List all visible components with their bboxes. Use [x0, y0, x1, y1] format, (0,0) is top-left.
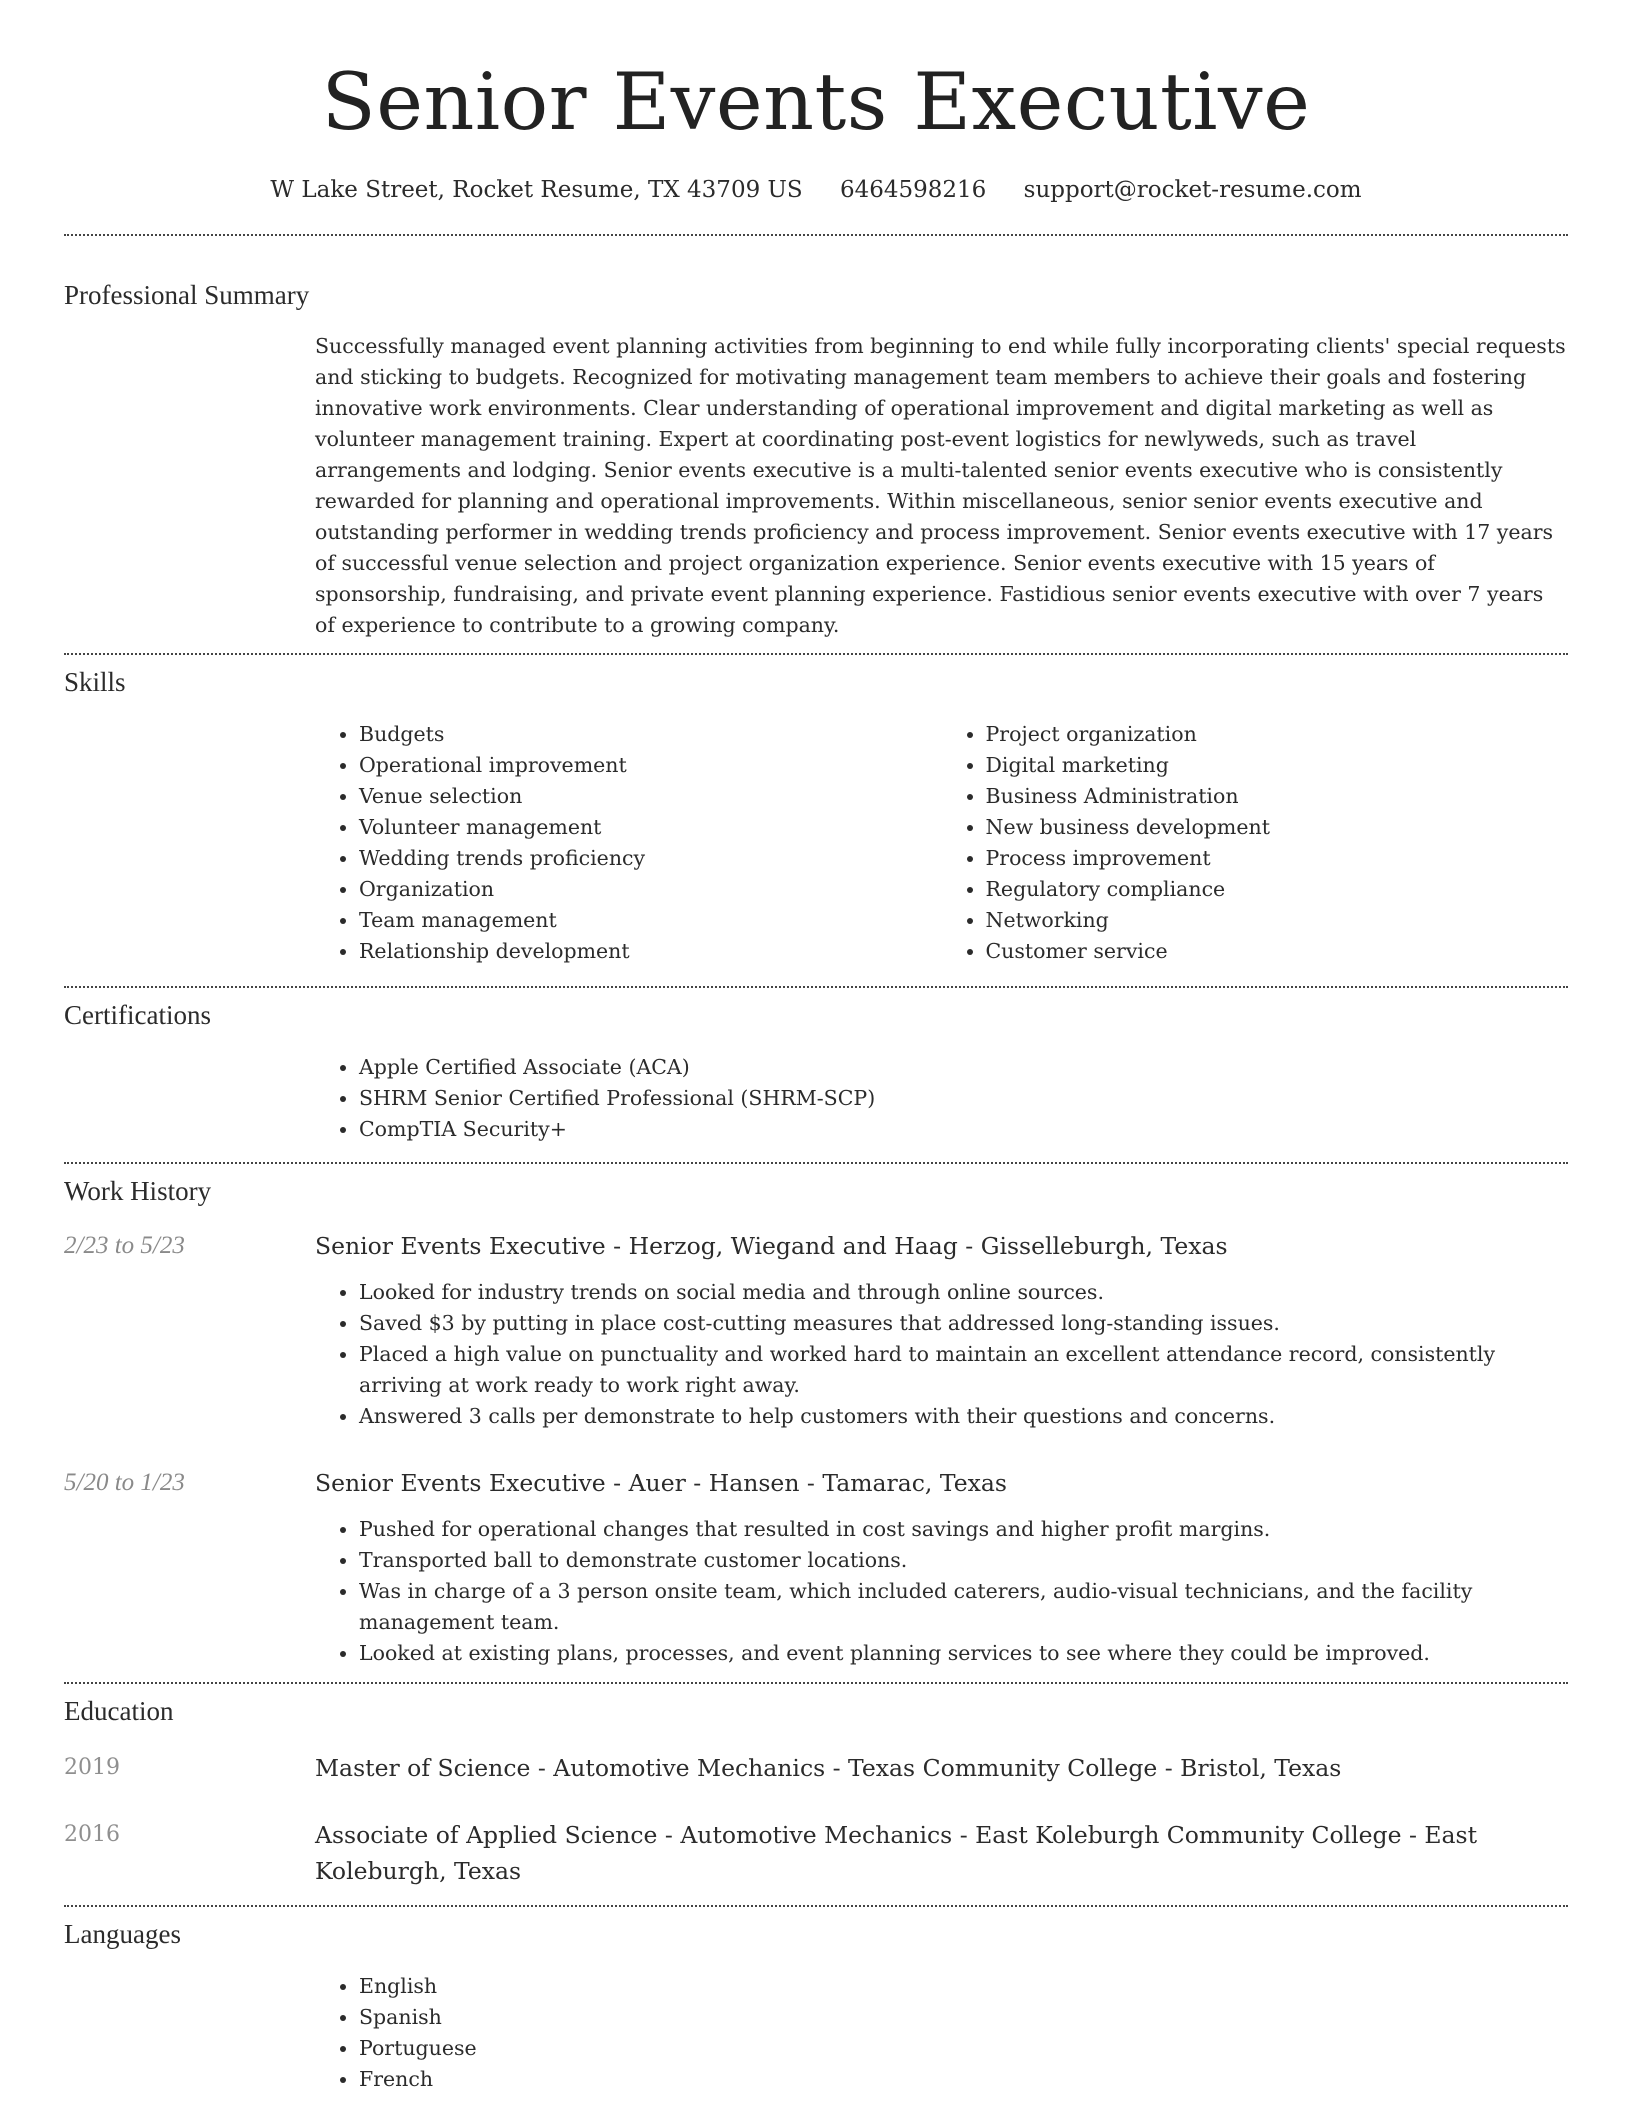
contact-line	[64, 172, 1568, 208]
contact-email: support@rocket-resume.com	[1023, 177, 1362, 203]
job-bullet: • Was in charge of a 3 person onsite team, which included caterers, audio-visual technicians, and the facility management team.	[359, 1576, 1568, 1638]
skill-item: • Organization	[359, 874, 942, 905]
work-entry	[64, 1465, 1568, 1669]
certification-item: • CompTIA Security+	[359, 1114, 1568, 1145]
resume-header	[64, 0, 1568, 208]
education-section	[64, 1684, 1568, 1889]
job-bullet: • Transported ball to demonstrate customer locations.	[359, 1545, 1568, 1576]
job-bullets	[315, 1277, 1568, 1432]
education-heading: Associate of Applied Science - Automotive Mechanics - East Koleburgh Community College - East Koleburgh, Texas	[315, 1821, 1478, 1885]
skills-title: Skills	[64, 667, 126, 697]
skill-item: • Project organization	[986, 719, 1569, 750]
skill-item: • Wedding trends proficiency	[359, 843, 942, 874]
languages-body	[315, 1971, 1568, 2095]
skill-item: • Volunteer management	[359, 812, 942, 843]
candidate-name: Senior Events Executive	[321, 56, 1311, 148]
job-bullet: • Saved $3 by putting in place cost-cutting measures that addressed long-standing issues.	[359, 1308, 1568, 1339]
education-entry-main	[315, 1817, 1568, 1889]
certification-item: • SHRM Senior Certified Professional (SHRM-SCP)	[359, 1083, 1568, 1114]
job-bullet: • Looked at existing plans, processes, and event planning services to see where they could be improved.	[359, 1638, 1568, 1669]
contact-phone: 6464598216	[839, 177, 987, 203]
skills-section	[64, 655, 1568, 967]
language-item: • English	[359, 1971, 1568, 2002]
language-item: • Portuguese	[359, 2033, 1568, 2064]
education-entry	[64, 1817, 1568, 1889]
education-year: 2019	[64, 1755, 120, 1780]
work-entry-main	[315, 1228, 1568, 1432]
education-entry	[64, 1750, 1568, 1786]
languages-section	[64, 1907, 1568, 2095]
language-item: • French	[359, 2064, 1568, 2095]
work-dates: 2/23 to 5/23	[64, 1232, 185, 1259]
job-bullet: • Answered 3 calls per demonstrate to help customers with their questions and concerns.	[359, 1401, 1568, 1432]
skill-item: • Regulatory compliance	[986, 874, 1569, 905]
language-item: • Spanish	[359, 2002, 1568, 2033]
job-bullet: • Placed a high value on punctuality and worked hard to maintain an excellent attendance record, consistently arriving at work ready to work right away.	[359, 1339, 1568, 1401]
job-bullets	[315, 1514, 1568, 1669]
skills-list-left	[315, 719, 942, 967]
education-entry-main	[315, 1750, 1568, 1786]
skills-grid	[315, 719, 1568, 967]
education-year: 2016	[64, 1822, 120, 1847]
skill-item: • Venue selection	[359, 781, 942, 812]
skill-item: • Process improvement	[986, 843, 1569, 874]
certifications-list	[315, 1052, 1568, 1145]
languages-list	[315, 1971, 1568, 2095]
skill-item: • New business development	[986, 812, 1569, 843]
skill-item: • Budgets	[359, 719, 942, 750]
languages-title: Languages	[64, 1919, 181, 1949]
skill-item: • Operational improvement	[359, 750, 942, 781]
job-heading: Senior Events Executive - Auer - Hansen - Tamarac, Texas	[315, 1469, 1007, 1497]
certifications-section	[64, 988, 1568, 1145]
skill-item: • Relationship development	[359, 936, 942, 967]
job-heading: Senior Events Executive - Herzog, Wiegand and Haag - Gisselleburgh, Texas	[315, 1232, 1228, 1260]
work-section	[64, 1164, 1568, 1669]
education-title: Education	[64, 1696, 174, 1726]
skill-item: • Customer service	[986, 936, 1569, 967]
education-heading: Master of Science - Automotive Mechanics - Texas Community College - Bristol, Texas	[315, 1754, 1342, 1782]
job-bullet: • Looked for industry trends on social media and through online sources.	[359, 1277, 1568, 1308]
job-bullet: • Pushed for operational changes that resulted in cost savings and higher profit margins.	[359, 1514, 1568, 1545]
skill-item: • Networking	[986, 905, 1569, 936]
summary-section	[64, 236, 1568, 641]
certifications-body	[315, 1052, 1568, 1145]
resume-page	[64, 0, 1568, 2095]
work-dates: 5/20 to 1/23	[64, 1469, 185, 1496]
skill-item: • Team management	[359, 905, 942, 936]
skill-item: • Digital marketing	[986, 750, 1569, 781]
contact-address: W Lake Street, Rocket Resume, TX 43709 US	[270, 177, 803, 203]
work-entry-main	[315, 1465, 1568, 1669]
skills-list-right	[942, 719, 1569, 967]
summary-title: Professional Summary	[64, 280, 310, 310]
certification-item: • Apple Certified Associate (ACA)	[359, 1052, 1568, 1083]
certifications-title: Certifications	[64, 1000, 211, 1030]
work-entry	[64, 1228, 1568, 1432]
summary-text: Successfully managed event planning activities from beginning to end while fully incorporating clients' special requests and sticking to budgets. Recognized for motivating management team members to achieve their goals and fostering innovative work environments. Clear understanding of operational improvement and digital marketing as well as volunteer management training. Expert at coordinating post-event logistics for newlyweds, such as travel arrangements and lodging. Senior events executive is a multi-talented senior events executive who is consistently rewarded for planning and operational improvements. Within miscellaneous, senior senior events executive and outstanding performer in wedding trends proficiency and process improvement. Senior events executive with 17 years of successful venue selection and project organization experience. Senior events executive with 15 years of sponsorship, fundraising, and private event planning experience. Fastidious senior events executive with over 7 years of experience to contribute to a growing company.	[315, 334, 1566, 637]
work-title: Work History	[64, 1176, 212, 1206]
skill-item: • Business Administration	[986, 781, 1569, 812]
